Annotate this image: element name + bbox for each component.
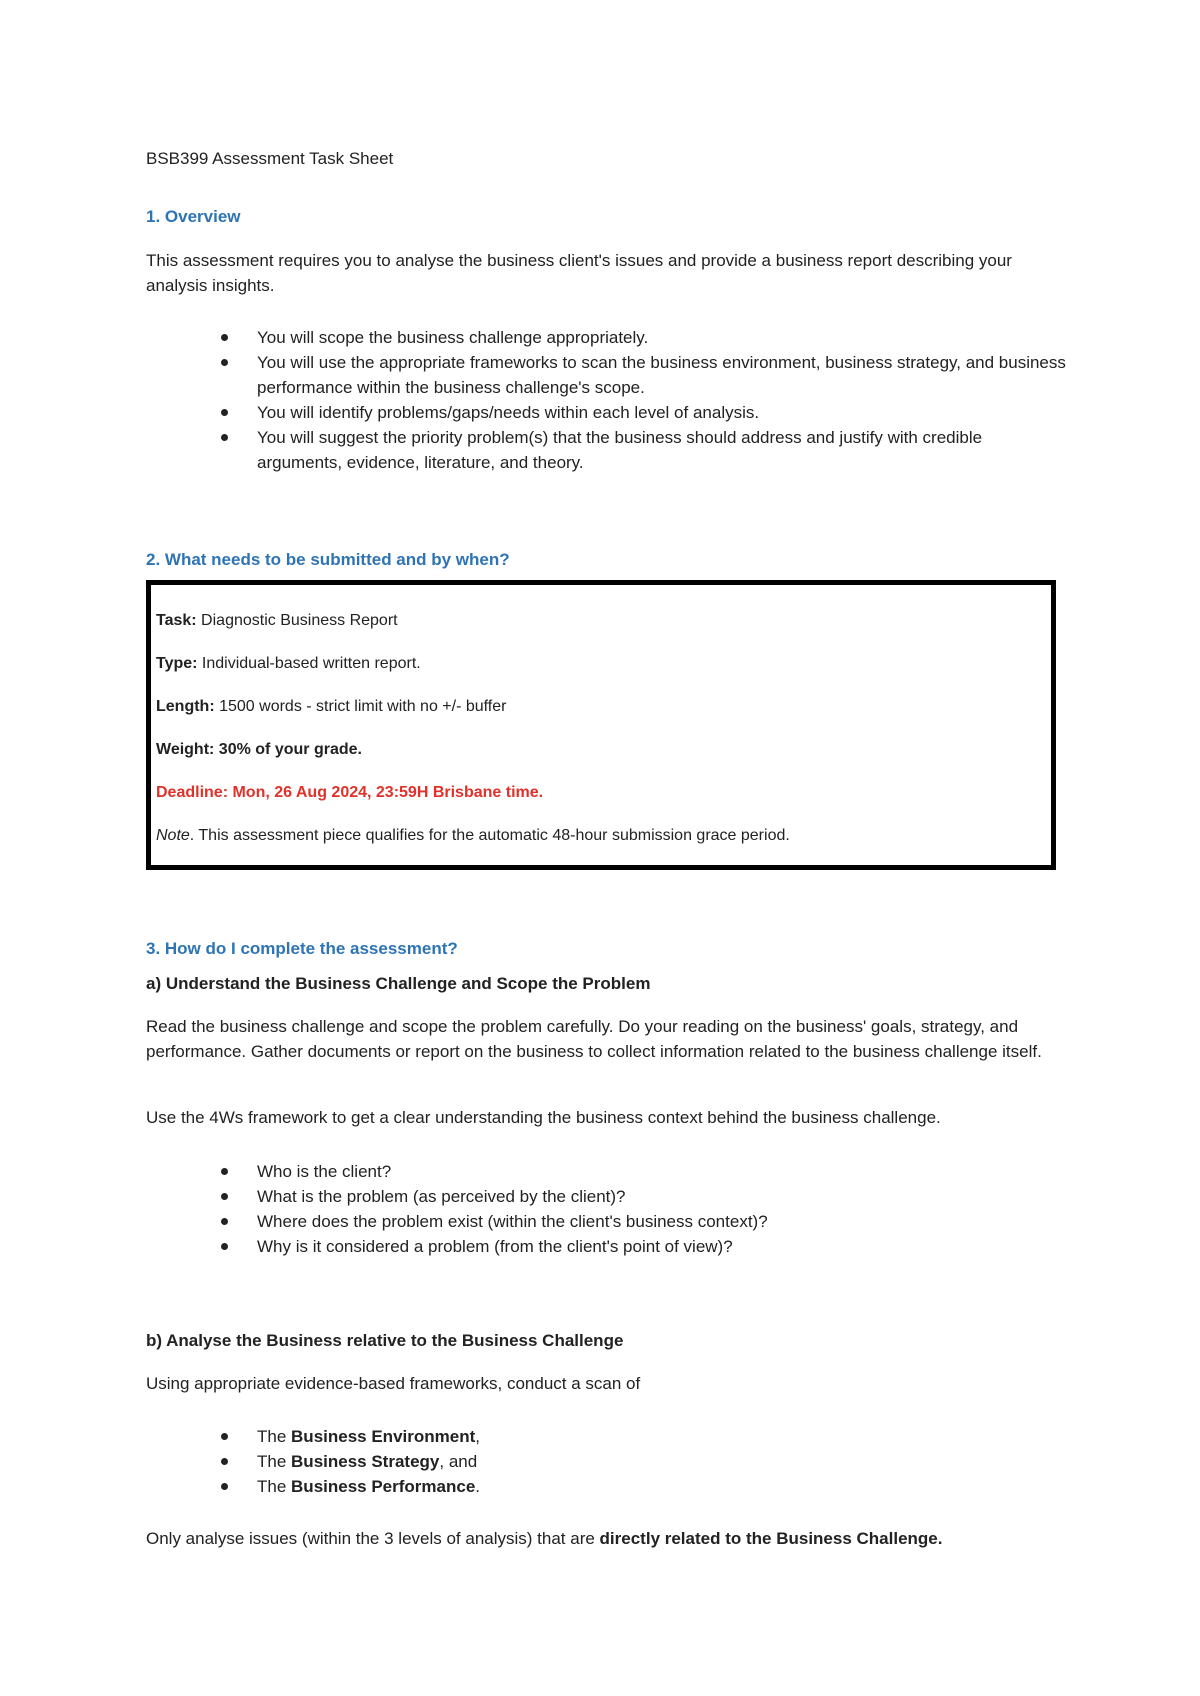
list-item: The Business Strategy, and <box>146 1449 1066 1474</box>
type-line: Type: Individual-based written report. <box>156 655 421 672</box>
section-b-heading: b) Analyse the Business relative to the Business Challenge <box>146 1331 624 1350</box>
task-line: Task: Diagnostic Business Report <box>156 612 398 629</box>
list-item: Why is it considered a problem (from the client's point of view)? <box>146 1234 1066 1259</box>
note-line: Note. This assessment piece qualifies for the automatic 48-hour submission grace period. <box>156 827 790 844</box>
section-b-closing: Only analyse issues (within the 3 levels of analysis) that are directly related to the Business Challenge. <box>146 1529 943 1548</box>
section-a-paragraph-1: Read the business challenge and scope the problem carefully. Do your reading on the business' goals, strategy, and performance. Gather documents or report on the business to collect information related to the business challenge itself. <box>146 1017 1042 1061</box>
list-item: You will use the appropriate frameworks to scan the business environment, business strategy, and business performance within the business challenge's scope. <box>146 350 1066 400</box>
weight-line: Weight: 30% of your grade. <box>156 741 362 758</box>
list-item: You will identify problems/gaps/needs within each level of analysis. <box>146 400 1066 425</box>
list-item: What is the problem (as perceived by the client)? <box>146 1184 1066 1209</box>
section-a-heading: a) Understand the Business Challenge and Scope the Problem <box>146 974 651 993</box>
section-b-intro: Using appropriate evidence-based frameworks, conduct a scan of <box>146 1374 641 1393</box>
overview-intro: This assessment requires you to analyse the business client's issues and provide a business report describing your analysis insights. <box>146 251 1012 295</box>
section-a-paragraph-2: Use the 4Ws framework to get a clear understanding the business context behind the business challenge. <box>146 1108 941 1127</box>
overview-heading: 1. Overview <box>146 207 241 226</box>
how-to-heading: 3. How do I complete the assessment? <box>146 939 458 958</box>
submission-heading: 2. What needs to be submitted and by when? <box>146 550 510 569</box>
document-title: BSB399 Assessment Task Sheet <box>146 149 394 168</box>
list-item: Where does the problem exist (within the client's business context)? <box>146 1209 1066 1234</box>
four-ws-bullet-list <box>146 1159 1066 1259</box>
length-line: Length: 1500 words - strict limit with no +/- buffer <box>156 698 507 715</box>
list-item: Who is the client? <box>146 1159 1066 1184</box>
deadline-line: Deadline: Mon, 26 Aug 2024, 23:59H Brisbane time. <box>156 784 544 801</box>
scan-levels-bullet-list <box>146 1424 1066 1499</box>
list-item: The Business Environment, <box>146 1424 1066 1449</box>
list-item: You will scope the business challenge appropriately. <box>146 325 1066 350</box>
submission-details-box <box>146 580 1056 870</box>
overview-bullet-list <box>146 325 1066 475</box>
list-item: You will suggest the priority problem(s) that the business should address and justify with credible arguments, evidence, literature, and theory. <box>146 425 1066 475</box>
list-item: The Business Performance. <box>146 1474 1066 1499</box>
